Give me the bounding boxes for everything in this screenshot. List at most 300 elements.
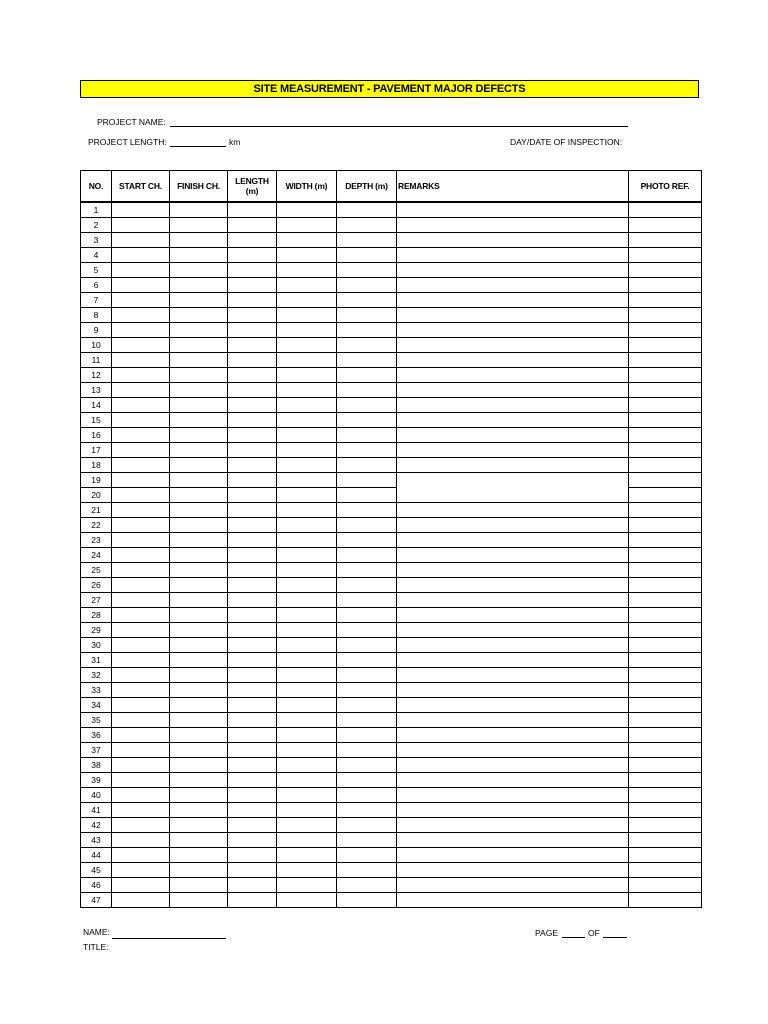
- depth-cell[interactable]: [337, 293, 397, 308]
- remarks-cell[interactable]: [397, 653, 629, 668]
- finish-ch-cell[interactable]: [170, 458, 228, 473]
- depth-cell[interactable]: [337, 788, 397, 803]
- finish-ch-cell[interactable]: [170, 488, 228, 503]
- photo-ref-cell[interactable]: [629, 608, 702, 623]
- depth-cell[interactable]: [337, 368, 397, 383]
- width-cell[interactable]: [277, 683, 337, 698]
- remarks-cell[interactable]: [397, 833, 629, 848]
- width-cell[interactable]: [277, 578, 337, 593]
- photo-ref-cell[interactable]: [629, 863, 702, 878]
- start-ch-cell[interactable]: [112, 848, 170, 863]
- depth-cell[interactable]: [337, 248, 397, 263]
- finish-ch-cell[interactable]: [170, 803, 228, 818]
- photo-ref-cell[interactable]: [629, 803, 702, 818]
- width-cell[interactable]: [277, 668, 337, 683]
- remarks-cell[interactable]: [397, 202, 629, 218]
- start-ch-cell[interactable]: [112, 818, 170, 833]
- start-ch-cell[interactable]: [112, 548, 170, 563]
- start-ch-cell[interactable]: [112, 202, 170, 218]
- length-cell[interactable]: [228, 202, 277, 218]
- photo-ref-cell[interactable]: [629, 323, 702, 338]
- finish-ch-cell[interactable]: [170, 818, 228, 833]
- start-ch-cell[interactable]: [112, 353, 170, 368]
- photo-ref-cell[interactable]: [629, 503, 702, 518]
- photo-ref-cell[interactable]: [629, 233, 702, 248]
- remarks-cell[interactable]: [397, 383, 629, 398]
- length-cell[interactable]: [228, 593, 277, 608]
- finish-ch-cell[interactable]: [170, 848, 228, 863]
- finish-ch-cell[interactable]: [170, 668, 228, 683]
- photo-ref-cell[interactable]: [629, 443, 702, 458]
- page-number-field[interactable]: [562, 937, 585, 938]
- start-ch-cell[interactable]: [112, 743, 170, 758]
- finish-ch-cell[interactable]: [170, 428, 228, 443]
- remarks-cell[interactable]: [397, 323, 629, 338]
- photo-ref-cell[interactable]: [629, 278, 702, 293]
- length-cell[interactable]: [228, 788, 277, 803]
- photo-ref-cell[interactable]: [629, 848, 702, 863]
- finish-ch-cell[interactable]: [170, 323, 228, 338]
- remarks-cell[interactable]: [397, 893, 629, 908]
- page-total-field[interactable]: [603, 937, 627, 938]
- start-ch-cell[interactable]: [112, 698, 170, 713]
- photo-ref-cell[interactable]: [629, 878, 702, 893]
- start-ch-cell[interactable]: [112, 263, 170, 278]
- depth-cell[interactable]: [337, 413, 397, 428]
- start-ch-cell[interactable]: [112, 293, 170, 308]
- width-cell[interactable]: [277, 323, 337, 338]
- length-cell[interactable]: [228, 668, 277, 683]
- width-cell[interactable]: [277, 833, 337, 848]
- remarks-cell[interactable]: [397, 548, 629, 563]
- finish-ch-cell[interactable]: [170, 338, 228, 353]
- start-ch-cell[interactable]: [112, 668, 170, 683]
- width-cell[interactable]: [277, 863, 337, 878]
- length-cell[interactable]: [228, 368, 277, 383]
- depth-cell[interactable]: [337, 263, 397, 278]
- remarks-cell[interactable]: [397, 743, 629, 758]
- photo-ref-cell[interactable]: [629, 593, 702, 608]
- length-cell[interactable]: [228, 518, 277, 533]
- width-cell[interactable]: [277, 518, 337, 533]
- remarks-cell[interactable]: [397, 413, 629, 428]
- start-ch-cell[interactable]: [112, 653, 170, 668]
- length-cell[interactable]: [228, 728, 277, 743]
- depth-cell[interactable]: [337, 893, 397, 908]
- photo-ref-cell[interactable]: [629, 548, 702, 563]
- start-ch-cell[interactable]: [112, 713, 170, 728]
- length-cell[interactable]: [228, 743, 277, 758]
- remarks-cell[interactable]: [397, 293, 629, 308]
- width-cell[interactable]: [277, 248, 337, 263]
- finish-ch-cell[interactable]: [170, 698, 228, 713]
- width-cell[interactable]: [277, 623, 337, 638]
- remarks-cell[interactable]: [397, 773, 629, 788]
- remarks-cell[interactable]: [397, 503, 629, 518]
- finish-ch-cell[interactable]: [170, 893, 228, 908]
- photo-ref-cell[interactable]: [629, 713, 702, 728]
- width-cell[interactable]: [277, 743, 337, 758]
- width-cell[interactable]: [277, 563, 337, 578]
- photo-ref-cell[interactable]: [629, 668, 702, 683]
- width-cell[interactable]: [277, 593, 337, 608]
- length-cell[interactable]: [228, 803, 277, 818]
- width-cell[interactable]: [277, 848, 337, 863]
- start-ch-cell[interactable]: [112, 563, 170, 578]
- remarks-cell[interactable]: [397, 878, 629, 893]
- start-ch-cell[interactable]: [112, 833, 170, 848]
- remarks-cell[interactable]: [397, 638, 629, 653]
- project-length-field[interactable]: [170, 146, 226, 147]
- depth-cell[interactable]: [337, 473, 397, 488]
- photo-ref-cell[interactable]: [629, 353, 702, 368]
- depth-cell[interactable]: [337, 443, 397, 458]
- remarks-cell[interactable]: [397, 863, 629, 878]
- depth-cell[interactable]: [337, 803, 397, 818]
- remarks-cell[interactable]: [397, 278, 629, 293]
- length-cell[interactable]: [228, 623, 277, 638]
- finish-ch-cell[interactable]: [170, 368, 228, 383]
- depth-cell[interactable]: [337, 563, 397, 578]
- finish-ch-cell[interactable]: [170, 503, 228, 518]
- start-ch-cell[interactable]: [112, 383, 170, 398]
- remarks-cell[interactable]: [397, 338, 629, 353]
- finish-ch-cell[interactable]: [170, 353, 228, 368]
- start-ch-cell[interactable]: [112, 308, 170, 323]
- width-cell[interactable]: [277, 293, 337, 308]
- length-cell[interactable]: [228, 878, 277, 893]
- length-cell[interactable]: [228, 398, 277, 413]
- remarks-cell[interactable]: [397, 488, 629, 503]
- remarks-cell[interactable]: [397, 353, 629, 368]
- depth-cell[interactable]: [337, 503, 397, 518]
- start-ch-cell[interactable]: [112, 443, 170, 458]
- width-cell[interactable]: [277, 308, 337, 323]
- finish-ch-cell[interactable]: [170, 563, 228, 578]
- length-cell[interactable]: [228, 893, 277, 908]
- length-cell[interactable]: [228, 248, 277, 263]
- photo-ref-cell[interactable]: [629, 578, 702, 593]
- remarks-cell[interactable]: [397, 803, 629, 818]
- depth-cell[interactable]: [337, 668, 397, 683]
- photo-ref-cell[interactable]: [629, 293, 702, 308]
- remarks-cell[interactable]: [397, 728, 629, 743]
- remarks-cell[interactable]: [397, 683, 629, 698]
- length-cell[interactable]: [228, 218, 277, 233]
- length-cell[interactable]: [228, 353, 277, 368]
- photo-ref-cell[interactable]: [629, 833, 702, 848]
- finish-ch-cell[interactable]: [170, 653, 228, 668]
- finish-ch-cell[interactable]: [170, 878, 228, 893]
- depth-cell[interactable]: [337, 863, 397, 878]
- start-ch-cell[interactable]: [112, 638, 170, 653]
- length-cell[interactable]: [228, 383, 277, 398]
- start-ch-cell[interactable]: [112, 863, 170, 878]
- start-ch-cell[interactable]: [112, 488, 170, 503]
- length-cell[interactable]: [228, 833, 277, 848]
- start-ch-cell[interactable]: [112, 398, 170, 413]
- finish-ch-cell[interactable]: [170, 593, 228, 608]
- photo-ref-cell[interactable]: [629, 773, 702, 788]
- project-name-field[interactable]: [170, 126, 628, 127]
- name-field[interactable]: [112, 938, 226, 939]
- depth-cell[interactable]: [337, 833, 397, 848]
- depth-cell[interactable]: [337, 743, 397, 758]
- length-cell[interactable]: [228, 458, 277, 473]
- start-ch-cell[interactable]: [112, 368, 170, 383]
- photo-ref-cell[interactable]: [629, 263, 702, 278]
- width-cell[interactable]: [277, 278, 337, 293]
- photo-ref-cell[interactable]: [629, 308, 702, 323]
- length-cell[interactable]: [228, 863, 277, 878]
- width-cell[interactable]: [277, 548, 337, 563]
- width-cell[interactable]: [277, 398, 337, 413]
- width-cell[interactable]: [277, 443, 337, 458]
- photo-ref-cell[interactable]: [629, 638, 702, 653]
- length-cell[interactable]: [228, 548, 277, 563]
- width-cell[interactable]: [277, 758, 337, 773]
- depth-cell[interactable]: [337, 593, 397, 608]
- width-cell[interactable]: [277, 458, 337, 473]
- width-cell[interactable]: [277, 893, 337, 908]
- depth-cell[interactable]: [337, 653, 397, 668]
- width-cell[interactable]: [277, 383, 337, 398]
- width-cell[interactable]: [277, 788, 337, 803]
- finish-ch-cell[interactable]: [170, 533, 228, 548]
- start-ch-cell[interactable]: [112, 773, 170, 788]
- start-ch-cell[interactable]: [112, 218, 170, 233]
- depth-cell[interactable]: [337, 218, 397, 233]
- finish-ch-cell[interactable]: [170, 758, 228, 773]
- depth-cell[interactable]: [337, 533, 397, 548]
- finish-ch-cell[interactable]: [170, 683, 228, 698]
- photo-ref-cell[interactable]: [629, 398, 702, 413]
- start-ch-cell[interactable]: [112, 518, 170, 533]
- remarks-cell[interactable]: [397, 608, 629, 623]
- photo-ref-cell[interactable]: [629, 728, 702, 743]
- depth-cell[interactable]: [337, 488, 397, 503]
- finish-ch-cell[interactable]: [170, 263, 228, 278]
- finish-ch-cell[interactable]: [170, 863, 228, 878]
- depth-cell[interactable]: [337, 818, 397, 833]
- start-ch-cell[interactable]: [112, 623, 170, 638]
- start-ch-cell[interactable]: [112, 413, 170, 428]
- finish-ch-cell[interactable]: [170, 308, 228, 323]
- start-ch-cell[interactable]: [112, 758, 170, 773]
- photo-ref-cell[interactable]: [629, 518, 702, 533]
- depth-cell[interactable]: [337, 608, 397, 623]
- depth-cell[interactable]: [337, 878, 397, 893]
- photo-ref-cell[interactable]: [629, 743, 702, 758]
- photo-ref-cell[interactable]: [629, 893, 702, 908]
- finish-ch-cell[interactable]: [170, 743, 228, 758]
- start-ch-cell[interactable]: [112, 728, 170, 743]
- width-cell[interactable]: [277, 638, 337, 653]
- length-cell[interactable]: [228, 503, 277, 518]
- finish-ch-cell[interactable]: [170, 788, 228, 803]
- width-cell[interactable]: [277, 728, 337, 743]
- length-cell[interactable]: [228, 293, 277, 308]
- width-cell[interactable]: [277, 653, 337, 668]
- photo-ref-cell[interactable]: [629, 788, 702, 803]
- photo-ref-cell[interactable]: [629, 563, 702, 578]
- length-cell[interactable]: [228, 443, 277, 458]
- photo-ref-cell[interactable]: [629, 758, 702, 773]
- length-cell[interactable]: [228, 758, 277, 773]
- start-ch-cell[interactable]: [112, 458, 170, 473]
- photo-ref-cell[interactable]: [629, 683, 702, 698]
- finish-ch-cell[interactable]: [170, 413, 228, 428]
- length-cell[interactable]: [228, 308, 277, 323]
- start-ch-cell[interactable]: [112, 503, 170, 518]
- remarks-cell[interactable]: [397, 533, 629, 548]
- depth-cell[interactable]: [337, 773, 397, 788]
- width-cell[interactable]: [277, 878, 337, 893]
- length-cell[interactable]: [228, 818, 277, 833]
- remarks-cell[interactable]: [397, 398, 629, 413]
- photo-ref-cell[interactable]: [629, 338, 702, 353]
- remarks-cell[interactable]: [397, 713, 629, 728]
- depth-cell[interactable]: [337, 338, 397, 353]
- remarks-cell[interactable]: [397, 758, 629, 773]
- remarks-cell[interactable]: [397, 218, 629, 233]
- finish-ch-cell[interactable]: [170, 623, 228, 638]
- photo-ref-cell[interactable]: [629, 533, 702, 548]
- finish-ch-cell[interactable]: [170, 202, 228, 218]
- length-cell[interactable]: [228, 848, 277, 863]
- width-cell[interactable]: [277, 608, 337, 623]
- depth-cell[interactable]: [337, 323, 397, 338]
- start-ch-cell[interactable]: [112, 338, 170, 353]
- width-cell[interactable]: [277, 218, 337, 233]
- depth-cell[interactable]: [337, 278, 397, 293]
- start-ch-cell[interactable]: [112, 428, 170, 443]
- remarks-cell[interactable]: [397, 848, 629, 863]
- length-cell[interactable]: [228, 698, 277, 713]
- finish-ch-cell[interactable]: [170, 398, 228, 413]
- finish-ch-cell[interactable]: [170, 518, 228, 533]
- finish-ch-cell[interactable]: [170, 293, 228, 308]
- length-cell[interactable]: [228, 233, 277, 248]
- width-cell[interactable]: [277, 503, 337, 518]
- finish-ch-cell[interactable]: [170, 713, 228, 728]
- finish-ch-cell[interactable]: [170, 218, 228, 233]
- length-cell[interactable]: [228, 428, 277, 443]
- length-cell[interactable]: [228, 263, 277, 278]
- start-ch-cell[interactable]: [112, 608, 170, 623]
- length-cell[interactable]: [228, 533, 277, 548]
- remarks-cell[interactable]: [397, 578, 629, 593]
- photo-ref-cell[interactable]: [629, 458, 702, 473]
- remarks-cell[interactable]: [397, 518, 629, 533]
- length-cell[interactable]: [228, 563, 277, 578]
- length-cell[interactable]: [228, 713, 277, 728]
- photo-ref-cell[interactable]: [629, 428, 702, 443]
- length-cell[interactable]: [228, 773, 277, 788]
- width-cell[interactable]: [277, 473, 337, 488]
- width-cell[interactable]: [277, 803, 337, 818]
- remarks-cell[interactable]: [397, 593, 629, 608]
- width-cell[interactable]: [277, 818, 337, 833]
- width-cell[interactable]: [277, 263, 337, 278]
- remarks-cell[interactable]: [397, 443, 629, 458]
- length-cell[interactable]: [228, 638, 277, 653]
- remarks-cell[interactable]: [397, 473, 629, 488]
- finish-ch-cell[interactable]: [170, 548, 228, 563]
- remarks-cell[interactable]: [397, 788, 629, 803]
- depth-cell[interactable]: [337, 518, 397, 533]
- start-ch-cell[interactable]: [112, 323, 170, 338]
- start-ch-cell[interactable]: [112, 803, 170, 818]
- finish-ch-cell[interactable]: [170, 728, 228, 743]
- depth-cell[interactable]: [337, 713, 397, 728]
- depth-cell[interactable]: [337, 848, 397, 863]
- finish-ch-cell[interactable]: [170, 383, 228, 398]
- depth-cell[interactable]: [337, 698, 397, 713]
- finish-ch-cell[interactable]: [170, 578, 228, 593]
- remarks-cell[interactable]: [397, 308, 629, 323]
- start-ch-cell[interactable]: [112, 578, 170, 593]
- remarks-cell[interactable]: [397, 563, 629, 578]
- start-ch-cell[interactable]: [112, 683, 170, 698]
- finish-ch-cell[interactable]: [170, 233, 228, 248]
- photo-ref-cell[interactable]: [629, 413, 702, 428]
- remarks-cell[interactable]: [397, 668, 629, 683]
- length-cell[interactable]: [228, 473, 277, 488]
- photo-ref-cell[interactable]: [629, 368, 702, 383]
- remarks-cell[interactable]: [397, 368, 629, 383]
- width-cell[interactable]: [277, 413, 337, 428]
- start-ch-cell[interactable]: [112, 788, 170, 803]
- width-cell[interactable]: [277, 773, 337, 788]
- depth-cell[interactable]: [337, 683, 397, 698]
- start-ch-cell[interactable]: [112, 473, 170, 488]
- remarks-cell[interactable]: [397, 458, 629, 473]
- finish-ch-cell[interactable]: [170, 473, 228, 488]
- finish-ch-cell[interactable]: [170, 773, 228, 788]
- width-cell[interactable]: [277, 713, 337, 728]
- length-cell[interactable]: [228, 338, 277, 353]
- start-ch-cell[interactable]: [112, 878, 170, 893]
- photo-ref-cell[interactable]: [629, 488, 702, 503]
- width-cell[interactable]: [277, 202, 337, 218]
- length-cell[interactable]: [228, 608, 277, 623]
- depth-cell[interactable]: [337, 202, 397, 218]
- depth-cell[interactable]: [337, 638, 397, 653]
- depth-cell[interactable]: [337, 383, 397, 398]
- photo-ref-cell[interactable]: [629, 698, 702, 713]
- depth-cell[interactable]: [337, 623, 397, 638]
- start-ch-cell[interactable]: [112, 248, 170, 263]
- depth-cell[interactable]: [337, 308, 397, 323]
- depth-cell[interactable]: [337, 578, 397, 593]
- finish-ch-cell[interactable]: [170, 278, 228, 293]
- photo-ref-cell[interactable]: [629, 473, 702, 488]
- width-cell[interactable]: [277, 488, 337, 503]
- width-cell[interactable]: [277, 338, 337, 353]
- depth-cell[interactable]: [337, 758, 397, 773]
- remarks-cell[interactable]: [397, 818, 629, 833]
- start-ch-cell[interactable]: [112, 278, 170, 293]
- remarks-cell[interactable]: [397, 428, 629, 443]
- length-cell[interactable]: [228, 413, 277, 428]
- depth-cell[interactable]: [337, 398, 397, 413]
- remarks-cell[interactable]: [397, 263, 629, 278]
- start-ch-cell[interactable]: [112, 533, 170, 548]
- length-cell[interactable]: [228, 323, 277, 338]
- photo-ref-cell[interactable]: [629, 623, 702, 638]
- photo-ref-cell[interactable]: [629, 383, 702, 398]
